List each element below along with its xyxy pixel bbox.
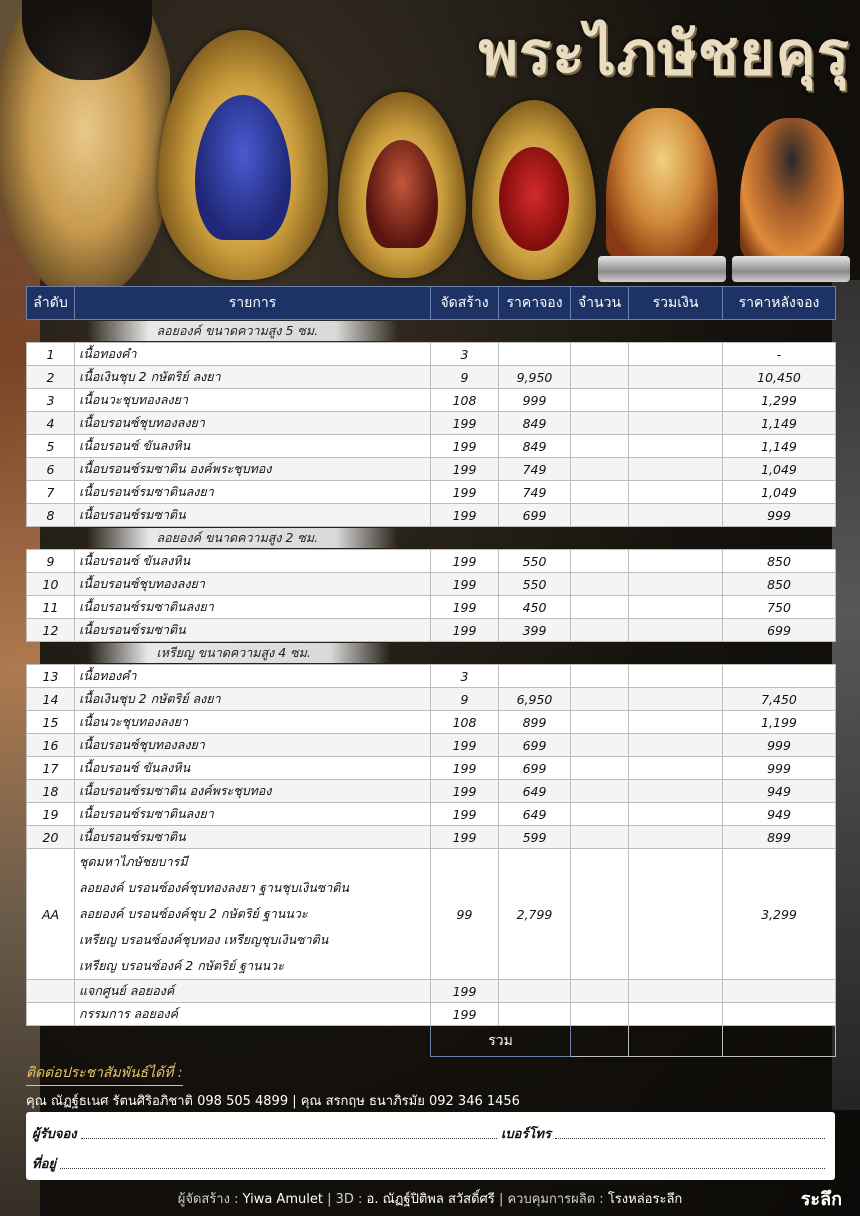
row-sum xyxy=(629,711,723,734)
section-label: ลอยองค์ ขนาดความสูง 5 ซม. xyxy=(87,321,399,341)
row-sum xyxy=(629,803,723,826)
table-row-set xyxy=(27,849,836,980)
row-quantity xyxy=(571,757,629,780)
row-after-price: 1,149 xyxy=(723,412,836,435)
row-number: 11 xyxy=(27,596,75,619)
row-after-price: 1,299 xyxy=(723,389,836,412)
row-number: 12 xyxy=(27,619,75,642)
row-sum xyxy=(629,734,723,757)
page-title: พระไภษัชยคุรุ xyxy=(478,19,850,89)
row-number: 3 xyxy=(27,389,75,412)
row-price: 749 xyxy=(499,458,571,481)
phone-field[interactable] xyxy=(555,1137,825,1139)
row-after-price: 949 xyxy=(723,780,836,803)
total-after xyxy=(723,1026,836,1057)
row-sum xyxy=(629,619,723,642)
row-item: เนื้อทองคำ xyxy=(75,343,431,366)
booker-label: ผู้รับจอง xyxy=(32,1127,77,1142)
row-made: 199 xyxy=(431,435,499,458)
table-row xyxy=(27,1003,836,1026)
set-line: เหรียญ บรอนซ์องค์ 2 กษัตริย์ ฐานนวะ xyxy=(79,958,284,973)
row-item-set xyxy=(75,849,431,980)
row-after-price: 1,049 xyxy=(723,458,836,481)
row-number: 2 xyxy=(27,366,75,389)
row-item: เนื้อบรอนซ์รมซาติน xyxy=(75,826,431,849)
table-row xyxy=(27,458,836,481)
table-row xyxy=(27,343,836,366)
row-price: 699 xyxy=(499,504,571,527)
col-header-no: ลำดับ xyxy=(27,287,75,320)
row-price: 999 xyxy=(499,389,571,412)
row-quantity xyxy=(571,803,629,826)
address-field[interactable] xyxy=(60,1167,825,1169)
model-name: อ. ณัฏฐ์ปิติพล สวัสดิ์ศรี xyxy=(366,1192,495,1207)
row-price: 849 xyxy=(499,412,571,435)
row-sum xyxy=(629,688,723,711)
row-made: 108 xyxy=(431,711,499,734)
row-price xyxy=(499,343,571,366)
row-after-price: 949 xyxy=(723,803,836,826)
table-row xyxy=(27,619,836,642)
table-row xyxy=(27,803,836,826)
row-after-price: 750 xyxy=(723,596,836,619)
table-row xyxy=(27,573,836,596)
row-sum xyxy=(629,980,723,1003)
contact-line: คุณ ณัฏฐ์ธเนศ รัตนศิริอภิชาติ 098 505 4899 | คุณ สรกฤษ ธนาภิรมัย 092 346 1456 xyxy=(26,1094,520,1109)
row-after-price: 3,299 xyxy=(723,849,836,980)
row-number: 15 xyxy=(27,711,75,734)
row-made: 199 xyxy=(431,619,499,642)
row-after-price: 999 xyxy=(723,757,836,780)
price-table xyxy=(26,286,836,1057)
row-item: เนื้อทองคำ xyxy=(75,665,431,688)
row-quantity xyxy=(571,366,629,389)
table-row xyxy=(27,550,836,573)
row-number: 14 xyxy=(27,688,75,711)
row-after-price: - xyxy=(723,343,836,366)
row-quantity xyxy=(571,849,629,980)
row-sum xyxy=(629,665,723,688)
col-header-price: ราคาจอง xyxy=(499,287,571,320)
row-quantity xyxy=(571,826,629,849)
row-made: 199 xyxy=(431,734,499,757)
form-row-booker xyxy=(32,1118,829,1144)
row-number xyxy=(27,980,75,1003)
row-sum xyxy=(629,458,723,481)
row-price xyxy=(499,980,571,1003)
set-line: ลอยองค์ บรอนซ์องค์ชุบทองลงยา ฐานชุบเงินซาติน xyxy=(79,880,349,895)
row-made: 199 xyxy=(431,412,499,435)
row-price: 599 xyxy=(499,826,571,849)
statue-back-image xyxy=(740,118,844,258)
row-price: 399 xyxy=(499,619,571,642)
row-made: 3 xyxy=(431,665,499,688)
row-number: 18 xyxy=(27,780,75,803)
row-price: 699 xyxy=(499,734,571,757)
row-number: 7 xyxy=(27,481,75,504)
row-made: 199 xyxy=(431,504,499,527)
row-item: เนื้อบรอนซ์ ขันลงหิน xyxy=(75,550,431,573)
row-sum xyxy=(629,366,723,389)
production-name: โรงหล่อระลึก xyxy=(607,1192,683,1207)
row-item: เนื้อบรอนซ์รมซาตินลงยา xyxy=(75,596,431,619)
row-made: 108 xyxy=(431,389,499,412)
row-number: 5 xyxy=(27,435,75,458)
section-label: เหรียญ ขนาดความสูง 4 ซม. xyxy=(87,643,391,663)
row-made: 199 xyxy=(431,596,499,619)
footer-separator: | xyxy=(498,1192,504,1207)
row-item: เนื้อบรอนซ์รมซาติน องค์พระชุบทอง xyxy=(75,458,431,481)
row-made: 199 xyxy=(431,550,499,573)
row-item: เนื้อบรอนซ์รมซาติน xyxy=(75,504,431,527)
row-sum xyxy=(629,596,723,619)
row-quantity xyxy=(571,780,629,803)
row-number: 20 xyxy=(27,826,75,849)
table-row xyxy=(27,435,836,458)
row-after-price xyxy=(723,1003,836,1026)
row-item: เนื้อบรอนซ์ชุบทองลงยา xyxy=(75,734,431,757)
section-header-cell xyxy=(27,320,836,343)
row-sum xyxy=(629,757,723,780)
statue-front-base xyxy=(598,256,726,282)
table-row xyxy=(27,504,836,527)
table-row xyxy=(27,412,836,435)
foundry-logo: ระลึก xyxy=(800,1189,842,1210)
row-sum xyxy=(629,573,723,596)
row-item: เนื้อบรอนซ์ชุบทองลงยา xyxy=(75,573,431,596)
row-quantity xyxy=(571,596,629,619)
row-number: 8 xyxy=(27,504,75,527)
row-quantity xyxy=(571,481,629,504)
row-made: 3 xyxy=(431,343,499,366)
row-item: เนื้อนวะชุบทองลงยา xyxy=(75,389,431,412)
row-number: 17 xyxy=(27,757,75,780)
row-price: 699 xyxy=(499,757,571,780)
row-quantity xyxy=(571,550,629,573)
row-number: 9 xyxy=(27,550,75,573)
booker-field[interactable] xyxy=(81,1137,497,1139)
row-number: 13 xyxy=(27,665,75,688)
section-header-row xyxy=(27,527,836,550)
amulet-red-image xyxy=(338,92,466,278)
total-row xyxy=(27,1026,836,1057)
section-header-row xyxy=(27,320,836,343)
row-after-price: 7,450 xyxy=(723,688,836,711)
phone-label: เบอร์โทร xyxy=(500,1127,551,1142)
total-label: รวม xyxy=(431,1026,571,1057)
row-number: 19 xyxy=(27,803,75,826)
row-quantity xyxy=(571,734,629,757)
row-item: เนื้อบรอนซ์รมซาตินลงยา xyxy=(75,803,431,826)
row-item: เนื้อบรอนซ์รมซาตินลงยา xyxy=(75,481,431,504)
row-sum xyxy=(629,389,723,412)
table-body xyxy=(27,320,836,1057)
row-after-price: 999 xyxy=(723,734,836,757)
total-sum xyxy=(629,1026,723,1057)
col-header-made: จัดสร้าง xyxy=(431,287,499,320)
row-quantity xyxy=(571,665,629,688)
right-background-texture xyxy=(832,280,860,1110)
row-quantity xyxy=(571,412,629,435)
row-after-price: 850 xyxy=(723,573,836,596)
row-quantity xyxy=(571,435,629,458)
footer-credits xyxy=(0,1188,860,1209)
row-number: 10 xyxy=(27,573,75,596)
table-row xyxy=(27,711,836,734)
row-quantity xyxy=(571,389,629,412)
row-price: 849 xyxy=(499,435,571,458)
statue-back-base xyxy=(732,256,850,282)
row-after-price: 899 xyxy=(723,826,836,849)
row-price xyxy=(499,1003,571,1026)
col-header-after: ราคาหลังจอง xyxy=(723,287,836,320)
row-sum xyxy=(629,1003,723,1026)
row-after-price: 1,149 xyxy=(723,435,836,458)
row-after-price: 1,199 xyxy=(723,711,836,734)
row-price: 550 xyxy=(499,550,571,573)
row-made: 199 xyxy=(431,458,499,481)
row-after-price: 850 xyxy=(723,550,836,573)
order-form xyxy=(26,1112,835,1180)
row-item: เนื้อบรอนซ์รมซาติน องค์พระชุบทอง xyxy=(75,780,431,803)
row-made: 199 xyxy=(431,1003,499,1026)
row-price: 550 xyxy=(499,573,571,596)
address-label: ที่อยู่ xyxy=(32,1157,56,1172)
table-row xyxy=(27,780,836,803)
total-spacer xyxy=(27,1026,431,1057)
section-label: ลอยองค์ ขนาดความสูง 2 ซม. xyxy=(87,528,399,548)
table-row xyxy=(27,366,836,389)
row-made: 9 xyxy=(431,366,499,389)
row-quantity xyxy=(571,711,629,734)
production-label: ควบคุมการผลิต : xyxy=(507,1192,604,1207)
table-row xyxy=(27,481,836,504)
section-header-cell xyxy=(27,642,836,665)
row-quantity xyxy=(571,688,629,711)
row-sum xyxy=(629,849,723,980)
col-header-sum: รวมเงิน xyxy=(629,287,723,320)
section-header-row xyxy=(27,642,836,665)
row-sum xyxy=(629,504,723,527)
statue-front-image xyxy=(606,108,718,258)
row-sum xyxy=(629,780,723,803)
row-number: 16 xyxy=(27,734,75,757)
row-quantity xyxy=(571,343,629,366)
model-label: 3D : xyxy=(335,1192,363,1207)
row-item: เนื้อบรอนซ์ ขันลงหิน xyxy=(75,757,431,780)
row-sum xyxy=(629,481,723,504)
row-item: กรรมการ ลอยองค์ xyxy=(75,1003,431,1026)
row-after-price: 10,450 xyxy=(723,366,836,389)
row-number: 1 xyxy=(27,343,75,366)
table-header-row xyxy=(27,287,836,320)
row-item: เนื้อเงินชุบ 2 กษัตริย์ ลงยา xyxy=(75,688,431,711)
row-item: แจกศูนย์ ลอยองค์ xyxy=(75,980,431,1003)
table-row xyxy=(27,734,836,757)
row-made: 199 xyxy=(431,980,499,1003)
row-quantity xyxy=(571,573,629,596)
contact-title: ติดต่อประชาสัมพันธ์ได้ที่ : xyxy=(26,1062,183,1086)
row-item: เนื้อบรอนซ์ชุบทองลงยา xyxy=(75,412,431,435)
row-item: เนื้อนวะชุบทองลงยา xyxy=(75,711,431,734)
footer-separator: | xyxy=(327,1192,332,1207)
row-item: เนื้อบรอนซ์รมซาติน xyxy=(75,619,431,642)
row-sum xyxy=(629,550,723,573)
row-after-price xyxy=(723,665,836,688)
row-quantity xyxy=(571,458,629,481)
table-row xyxy=(27,980,836,1003)
row-number: 4 xyxy=(27,412,75,435)
row-made: 199 xyxy=(431,803,499,826)
table-row xyxy=(27,665,836,688)
row-made: 9 xyxy=(431,688,499,711)
row-price: 649 xyxy=(499,780,571,803)
table-row xyxy=(27,826,836,849)
table-row xyxy=(27,389,836,412)
row-made: 99 xyxy=(431,849,499,980)
row-after-price: 1,049 xyxy=(723,481,836,504)
creator-label: ผู้จัดสร้าง : xyxy=(177,1192,239,1207)
row-sum xyxy=(629,412,723,435)
row-made: 199 xyxy=(431,780,499,803)
form-row-address xyxy=(32,1148,829,1174)
total-quantity xyxy=(571,1026,629,1057)
row-price: 450 xyxy=(499,596,571,619)
row-quantity xyxy=(571,1003,629,1026)
row-after-price: 699 xyxy=(723,619,836,642)
table-row xyxy=(27,596,836,619)
row-item: เนื้อบรอนซ์ ขันลงหิน xyxy=(75,435,431,458)
row-quantity xyxy=(571,504,629,527)
row-price: 649 xyxy=(499,803,571,826)
row-price: 6,950 xyxy=(499,688,571,711)
creator-name: Yiwa Amulet xyxy=(242,1192,323,1207)
row-made: 199 xyxy=(431,826,499,849)
row-price: 749 xyxy=(499,481,571,504)
row-after-price: 999 xyxy=(723,504,836,527)
row-quantity xyxy=(571,980,629,1003)
set-line: ชุดมหาไภษัชยบารมี xyxy=(79,854,188,869)
row-after-price xyxy=(723,980,836,1003)
row-made: 199 xyxy=(431,481,499,504)
table-row xyxy=(27,688,836,711)
section-header-cell xyxy=(27,527,836,550)
set-line: ลอยองค์ บรอนซ์องค์ชุบ 2 กษัตริย์ ฐานนวะ xyxy=(79,906,308,921)
amulet-blue-image xyxy=(158,30,328,280)
row-price xyxy=(499,665,571,688)
row-item: เนื้อเงินชุบ 2 กษัตริย์ ลงยา xyxy=(75,366,431,389)
row-number: 6 xyxy=(27,458,75,481)
col-header-item: รายการ xyxy=(75,287,431,320)
amulet-coin-image xyxy=(472,100,596,280)
row-number: AA xyxy=(27,849,75,980)
row-price: 9,950 xyxy=(499,366,571,389)
set-line: เหรียญ บรอนซ์องค์ชุบทอง เหรียญชุบเงินซาติน xyxy=(79,932,329,947)
table-row xyxy=(27,757,836,780)
row-price: 899 xyxy=(499,711,571,734)
row-made: 199 xyxy=(431,573,499,596)
row-made: 199 xyxy=(431,757,499,780)
row-number xyxy=(27,1003,75,1026)
row-sum xyxy=(629,826,723,849)
row-sum xyxy=(629,343,723,366)
row-quantity xyxy=(571,619,629,642)
row-sum xyxy=(629,435,723,458)
row-price: 2,799 xyxy=(499,849,571,980)
col-header-qty: จำนวน xyxy=(571,287,629,320)
